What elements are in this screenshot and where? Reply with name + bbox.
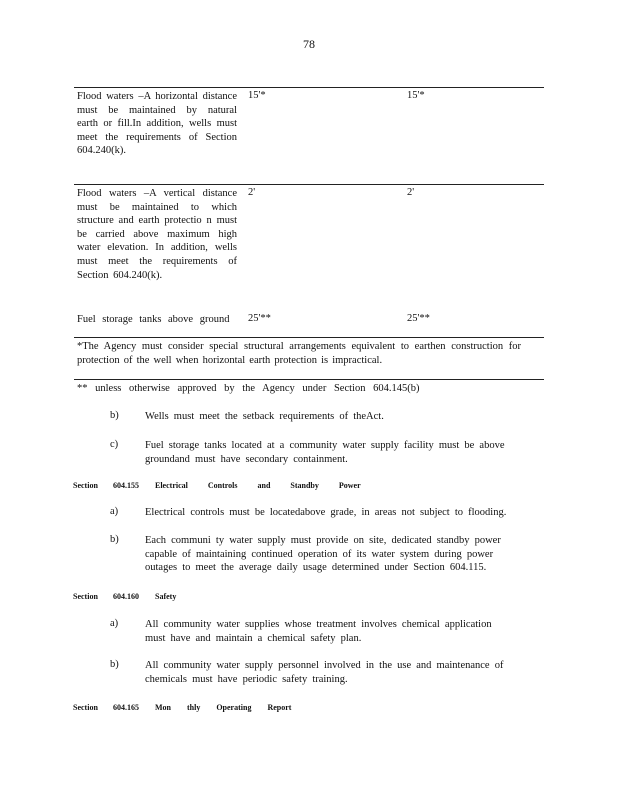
item-text-fuel-storage: Fuel storage tanks located at a community water supply facility must be above groundand must have secondary containment. [145, 440, 505, 465]
table-rule-footnote [74, 337, 544, 338]
table-row-3-value-2: 25'** [407, 313, 430, 324]
table-row-2-value-2: 2' [407, 187, 415, 198]
item-text-chemical-safety-plan: All community water supplies whose treatment involves chemical application must have and maintain a chemical safety plan. [145, 619, 492, 644]
table-row-3-value-1: 25'** [248, 313, 271, 324]
section-title: Safety [155, 592, 177, 601]
table-rule-top [74, 87, 544, 88]
section-word: Section [73, 592, 98, 601]
section-heading-604-165 [73, 703, 373, 715]
item-label-b: b) [110, 534, 119, 545]
item-label-c: c) [110, 439, 119, 450]
item-label-a: a) [110, 618, 119, 629]
item-label-a: a) [110, 506, 119, 517]
table-rule-row2 [74, 184, 544, 185]
table-row-1-value-2: 15'* [407, 90, 425, 101]
section-number: 604.155 [113, 481, 139, 490]
table-row-1-description: Flood waters –A horizontal distance must be maintained by natural earth or fill.In addition, wells must meet the requirements of Section 604.240(k). [77, 91, 237, 157]
section-number: 604.160 [113, 592, 139, 601]
section-word: Section [73, 481, 98, 490]
table-row-3-description: Fuel storage tanks above ground [77, 314, 230, 325]
item-text-setback: Wells must meet the setback requirements of theAct. [145, 411, 384, 422]
table-footnote-double-asterisk: ** unless otherwise approved by the Agency under Section 604.145(b) [77, 383, 420, 394]
section-title: Mon thly Operating Report [155, 703, 292, 712]
section-heading-604-160 [73, 592, 373, 604]
section-word: Section [73, 703, 98, 712]
item-text-standby-power: Each communi ty water supply must provide on site, dedicated standby power capable of maintaining continued operation of its water system during power outages to meet the average daily usage determined under Section 604.115. [145, 535, 501, 574]
item-text-electrical-controls: Electrical controls must be locatedabove grade, in areas not subject to flooding. [145, 507, 507, 518]
table-row-2-description: Flood waters –A vertical distance must be maintained to which structure and earth protectio n must be carried above maximum high water elevation. In addition, wells must meet the requirements of Section 604.240(k). [77, 188, 237, 281]
section-number: 604.165 [113, 703, 139, 712]
page-number: 78 [303, 37, 315, 51]
table-row-1-value-1: 15'* [248, 90, 266, 101]
section-title: Electrical Controls and Standby Power [155, 481, 361, 490]
table-footnote-asterisk: *The Agency must consider special structural arrangements equivalent to earthen construction for protection of the well when horizontal earth protection is impractical. [77, 341, 521, 366]
table-rule-bottom [74, 379, 544, 380]
item-label-b: b) [110, 659, 119, 670]
item-text-safety-training: All community water supply personnel involved in the use and maintenance of chemicals must have periodic safety training. [145, 660, 504, 685]
section-heading-604-155 [73, 481, 373, 493]
table-row-2-value-1: 2' [248, 187, 256, 198]
item-label-b: b) [110, 410, 119, 421]
